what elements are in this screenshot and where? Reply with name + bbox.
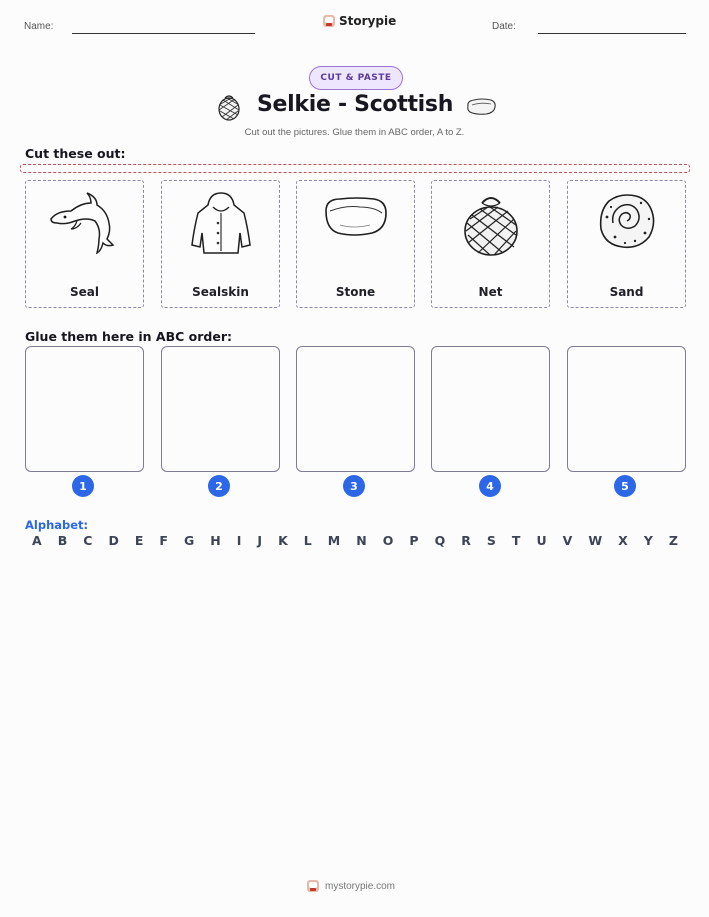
- card-label: Seal: [70, 285, 99, 299]
- letter: G: [183, 533, 195, 548]
- letter: W: [588, 533, 603, 548]
- card-label: Sealskin: [192, 285, 249, 299]
- cut-heading: Cut these out:: [25, 146, 126, 161]
- letter: P: [409, 533, 419, 548]
- card-label: Net: [478, 285, 503, 299]
- stone-icon: [320, 189, 392, 249]
- letter: T: [511, 533, 521, 548]
- brand-name: Storypie: [339, 14, 397, 28]
- letter: Z: [668, 533, 678, 548]
- slot-number-badge: 4: [479, 475, 501, 497]
- card-label: Sand: [609, 285, 644, 299]
- footer: [307, 880, 395, 892]
- slot-number-badge: 1: [72, 475, 94, 497]
- letter: F: [159, 533, 168, 548]
- dolphin-icon: [47, 189, 123, 255]
- letter: I: [236, 533, 242, 548]
- letter: O: [382, 533, 394, 548]
- glue-slot-3[interactable]: [296, 346, 415, 472]
- slot-number-badge: 2: [208, 475, 230, 497]
- glue-slot-1[interactable]: [25, 346, 144, 472]
- card-net[interactable]: [431, 180, 550, 308]
- letter: K: [278, 533, 288, 548]
- sand-shell-icon: [595, 189, 659, 253]
- letter: E: [134, 533, 144, 548]
- stone-icon: [464, 96, 498, 118]
- slot-number-badge: 5: [614, 475, 636, 497]
- letter: N: [356, 533, 367, 548]
- net-bag-icon: [215, 93, 245, 121]
- letter: J: [257, 533, 263, 548]
- instructions: Cut out the pictures. Glue them in ABC order, A to Z.: [244, 127, 465, 138]
- card-label: Stone: [335, 285, 376, 299]
- alphabet-row: [32, 533, 678, 548]
- name-label: Name:: [24, 21, 54, 32]
- letter: R: [461, 533, 471, 548]
- name-line: [72, 33, 255, 34]
- page-title: Selkie - Scottish: [257, 92, 454, 117]
- footer-url[interactable]: mystorypie.com: [325, 880, 396, 892]
- net-bag-icon: [458, 189, 524, 259]
- letter: X: [618, 533, 628, 548]
- card-seal[interactable]: [25, 180, 144, 308]
- alphabet-heading: Alphabet:: [25, 518, 89, 532]
- letter: A: [32, 533, 42, 548]
- brand: [323, 14, 396, 28]
- slot-number-badge: 3: [343, 475, 365, 497]
- date-label: Date:: [492, 21, 516, 32]
- date-line: [538, 33, 686, 34]
- letter: U: [536, 533, 547, 548]
- letter: D: [108, 533, 119, 548]
- letter: V: [562, 533, 573, 548]
- glue-slot-5[interactable]: [567, 346, 686, 472]
- glue-heading: Glue them here in ABC order:: [25, 329, 232, 344]
- cut-line: [20, 164, 690, 173]
- letter: L: [303, 533, 312, 548]
- letter: C: [83, 533, 93, 548]
- card-sand[interactable]: [567, 180, 686, 308]
- card-stone[interactable]: [296, 180, 415, 308]
- glue-slot-2[interactable]: [161, 346, 280, 472]
- letter: Y: [643, 533, 653, 548]
- activity-badge: CUT & PASTE: [309, 66, 403, 90]
- letter: M: [327, 533, 341, 548]
- letter: S: [486, 533, 496, 548]
- letter: Q: [434, 533, 446, 548]
- storypie-logo-icon: [323, 15, 335, 27]
- hooded-coat-icon: [186, 189, 256, 257]
- card-sealskin[interactable]: [161, 180, 280, 308]
- storypie-logo-icon: [307, 880, 319, 892]
- letter: H: [210, 533, 221, 548]
- letter: B: [57, 533, 68, 548]
- glue-slot-4[interactable]: [431, 346, 550, 472]
